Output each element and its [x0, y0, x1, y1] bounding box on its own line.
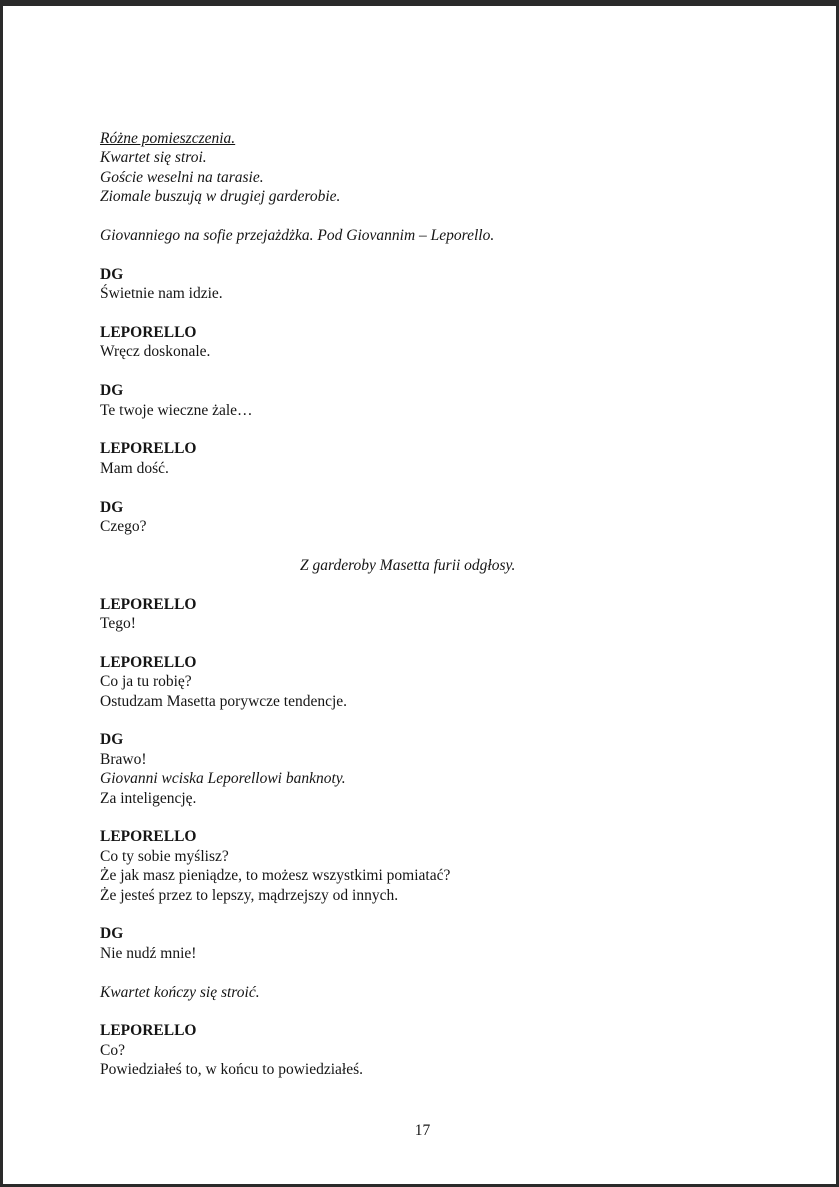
dialogue-line: Mam dość. — [100, 459, 169, 477]
dialogue-line: Tego! — [100, 615, 136, 633]
dialogue-line: Że jak masz pieniądze, to możesz wszystkimi pomiatać? — [100, 867, 451, 885]
dialogue-line: Wręcz doskonale. — [100, 343, 211, 361]
speaker-name: DG — [100, 731, 124, 749]
stage-direction: Goście weselni na tarasie. — [100, 168, 264, 186]
stage-direction: Giovanniego na sofie przejażdżka. Pod Giovannim – Leporello. — [100, 227, 495, 245]
dialogue-line: Czego? — [100, 518, 147, 536]
page-number: 17 — [414, 1122, 431, 1139]
script-body — [100, 129, 780, 1080]
dialogue-line: Nie nudź mnie! — [100, 944, 197, 962]
speaker-name: LEPORELLO — [100, 440, 197, 458]
speaker-name: DG — [100, 265, 124, 283]
stage-direction-centered: Z garderoby Masetta furii odgłosy. — [300, 556, 516, 574]
dialogue-line: Powiedziałeś to, w końcu to powiedziałeś. — [100, 1061, 364, 1079]
speaker-name: DG — [100, 382, 124, 400]
stage-direction-inline: Giovanni wciska Leporellowi banknoty. — [100, 770, 346, 788]
speaker-name: LEPORELLO — [100, 653, 197, 671]
dialogue-line: Te twoje wieczne żale… — [100, 401, 253, 419]
stage-direction-location: Różne pomieszczenia. — [100, 130, 236, 147]
dialogue-line: Ostudzam Masetta porywcze tendencje. — [100, 692, 348, 710]
speaker-name: LEPORELLO — [100, 595, 197, 613]
speaker-name: LEPORELLO — [100, 828, 197, 846]
stage-direction: Ziomale buszują w drugiej garderobie. — [100, 188, 341, 206]
dialogue-line: Co ty sobie myślisz? — [100, 847, 229, 865]
dialogue-line: Brawo! — [100, 750, 147, 768]
speaker-name: DG — [100, 498, 124, 516]
dialogue-line: Świetnie nam idzie. — [100, 285, 223, 303]
speaker-name: LEPORELLO — [100, 324, 197, 342]
speaker-name: LEPORELLO — [100, 1022, 197, 1040]
speaker-name: DG — [100, 925, 124, 943]
dialogue-line: Za inteligencję. — [100, 789, 197, 807]
dialogue-line: Co? — [100, 1041, 125, 1059]
dialogue-line: Że jesteś przez to lepszy, mądrzejszy od innych. — [100, 886, 399, 904]
stage-direction: Kwartet kończy się stroić. — [100, 983, 260, 1001]
dialogue-line: Co ja tu robię? — [100, 673, 192, 691]
stage-direction: Kwartet się stroi. — [100, 149, 207, 167]
